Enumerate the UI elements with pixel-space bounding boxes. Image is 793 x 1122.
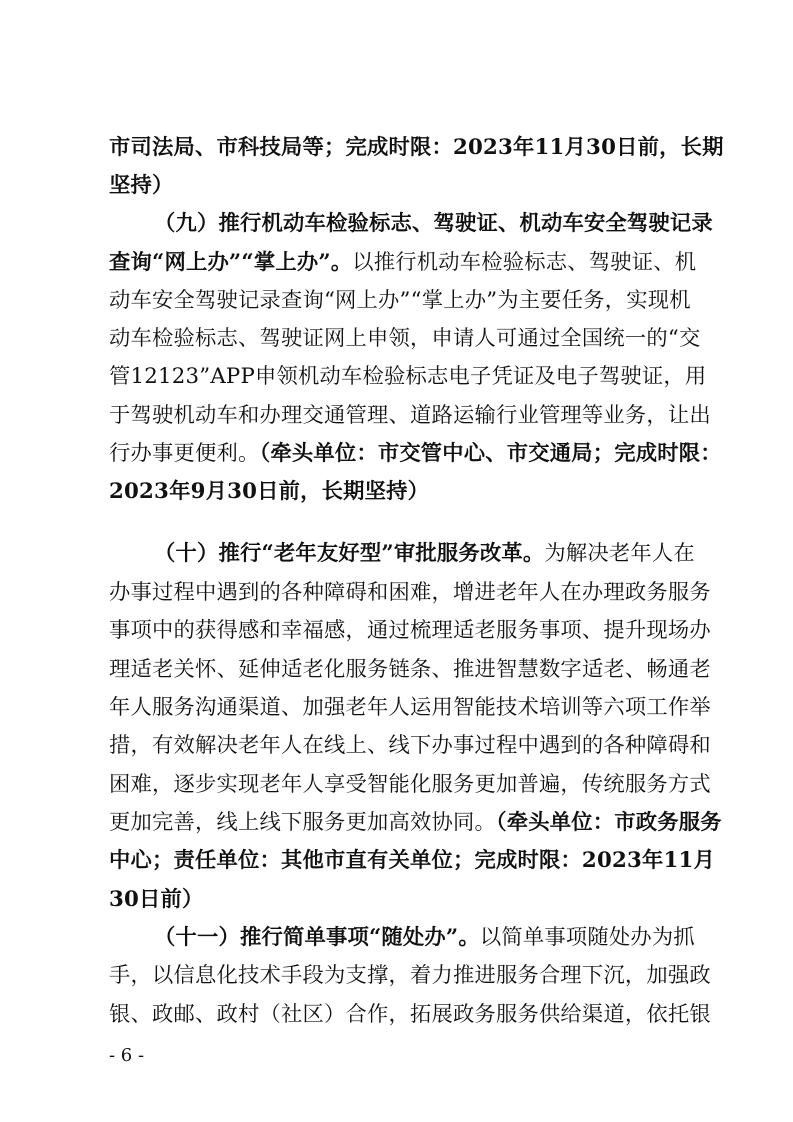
text-segment: 以推行机动车检验标志、驾驶证、机: [352, 250, 697, 275]
text-line: [109, 579, 711, 607]
section-heading-10: [154, 540, 695, 568]
heading-text: 查询“网上办”“掌上办”。: [109, 250, 353, 275]
text-line: [109, 732, 711, 760]
text-line: [109, 287, 689, 315]
text-segment: 动车检验标志、驾驶证网上申领，申请人可通过全国统一的“交: [109, 326, 701, 351]
text-segment: 管12123”APP申领机动车检验标志电子凭证及电子驾驶证，用: [109, 364, 707, 389]
text-segment: 措，有效解决老年人在线上、线下办事过程中遇到的各种障碍和: [109, 733, 711, 758]
text-line: [109, 478, 689, 506]
responsibility-note: （牵头单位：市交管中心、市交通局；完成时限：: [259, 441, 722, 466]
text-line: [109, 962, 711, 990]
text-line: [109, 325, 701, 353]
text-line: [109, 363, 707, 391]
heading-text: （十）推行“老年友好型”审批服务改革。: [154, 541, 545, 566]
text-line: [109, 249, 697, 277]
text-segment: 市司法局、市科技局等；完成时限：2023年11月30日前，长期: [109, 135, 724, 160]
text-segment: 为解决老年人在: [544, 541, 695, 566]
text-line: [109, 1001, 711, 1029]
text-segment: 办事过程中遇到的各种障碍和困难，增进老年人在办理政务服务: [109, 580, 711, 605]
heading-text: （九）推行机动车检验标志、驾驶证、机动车安全驾驶记录: [154, 211, 713, 236]
text-line: [109, 440, 722, 468]
text-segment: 以简单事项随处办为抓: [479, 925, 695, 950]
text-segment: 手，以信息化技术手段为支撑，着力推进服务合理下沉，加强政: [109, 963, 711, 988]
responsibility-note: 中心；责任单位：其他市直有关单位；完成时限：2023年11月: [109, 848, 716, 873]
heading-text: （十一）推行简单事项“随处办”。: [154, 925, 480, 950]
text-line: [109, 847, 716, 875]
section-heading-11: [154, 924, 695, 952]
text-line: [109, 771, 711, 799]
text-line: [109, 402, 711, 430]
text-segment: 事项中的获得感和幸福感，通过梳理适老服务事项、提升现场办: [109, 618, 711, 643]
text-segment: 理适老关怀、延伸适老化服务链条、推进智慧数字适老、畅通老: [109, 657, 711, 682]
text-line: [109, 886, 689, 914]
text-segment: 困难，逐步实现老年人享受智能化服务更加普遍，传统服务方式: [109, 772, 711, 797]
text-segment: 于驾驶机动车和办理交通管理、道路运输行业管理等业务，让出: [109, 403, 711, 428]
text-line: [109, 809, 722, 837]
page-number: - 6 -: [109, 1045, 145, 1066]
responsibility-note: （牵头单位：市政务服务: [495, 810, 722, 835]
text-segment: 银、政邮、政村（社区）合作，拓展政务服务供给渠道，依托银: [109, 1002, 711, 1027]
text-segment: 动车安全驾驶记录查询“网上办”“掌上办”为主要任务，实现机: [109, 288, 691, 313]
text-line: [109, 656, 711, 684]
text-segment: 坚持）: [109, 173, 174, 198]
responsibility-note: 30日前）: [109, 887, 204, 912]
text-line: [109, 617, 711, 645]
section-heading-9: [154, 210, 713, 238]
text-segment: 更加完善，线上线下服务更加高效协同。: [109, 810, 496, 835]
responsibility-note: 2023年9月30日前，长期坚持）: [109, 479, 430, 504]
text-segment: 行办事更便利。: [109, 441, 260, 466]
text-line: [109, 694, 711, 722]
text-line: [109, 172, 689, 200]
text-line: [109, 134, 724, 162]
text-segment: 年人服务沟通渠道、加强老年人运用智能技术培训等六项工作举: [109, 695, 711, 720]
